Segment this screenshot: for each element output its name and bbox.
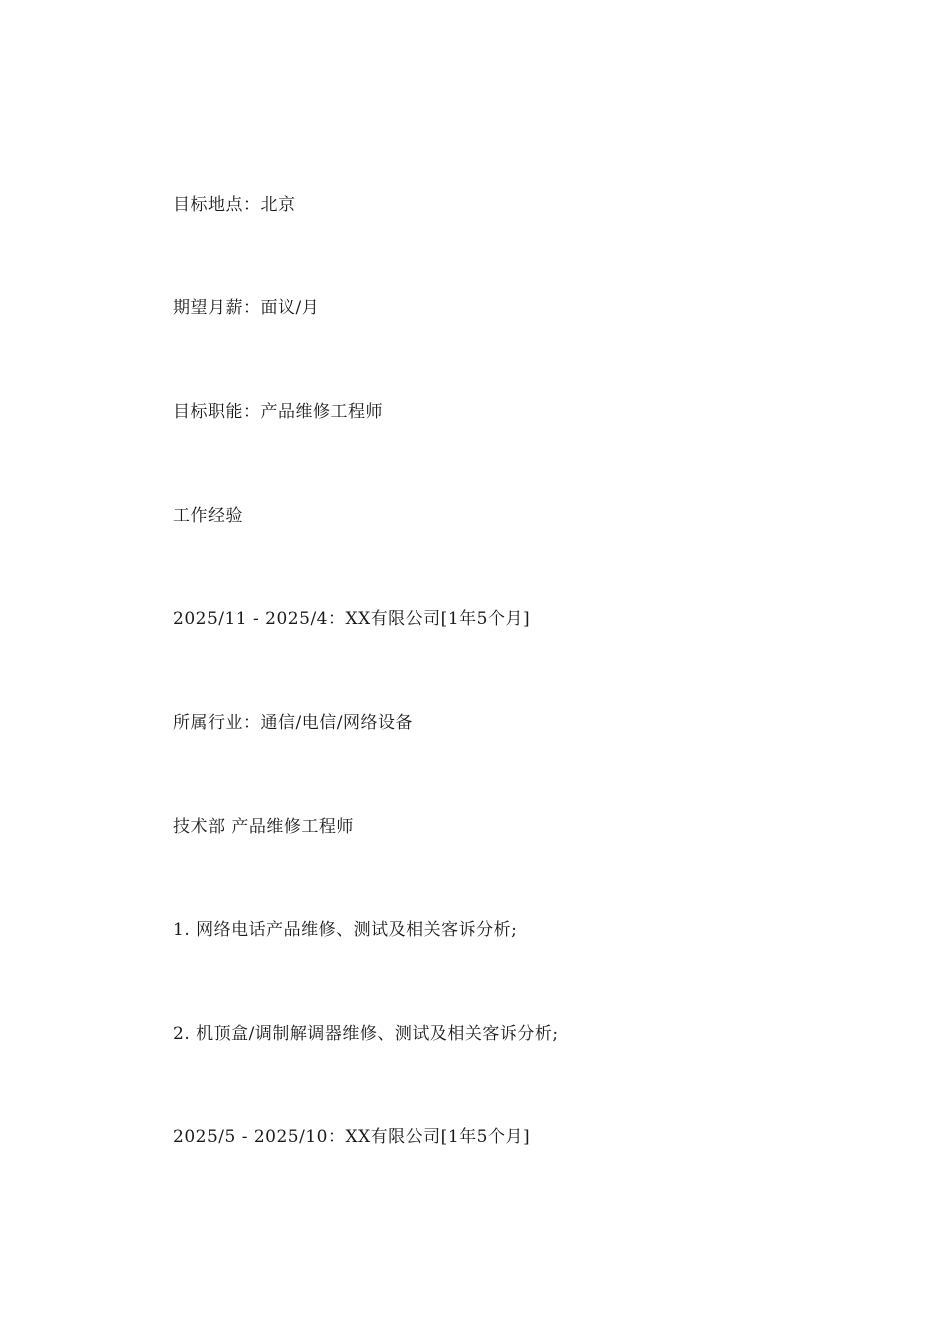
section-heading-work-experience: 工作经验	[173, 506, 243, 526]
job-department-title: 技术部 产品维修工程师	[173, 817, 354, 837]
target-location: 目标地点：北京	[173, 195, 296, 215]
job-duty-item: 2. 机顶盒/调制解调器维修、测试及相关客诉分析;	[173, 1024, 559, 1044]
job-period-company: 2025/5 - 2025/10：XX有限公司[1年5个月]	[173, 1127, 531, 1147]
target-position: 目标职能：产品维修工程师	[173, 402, 383, 422]
job-duty-item: 1. 网络电话产品维修、测试及相关客诉分析;	[173, 920, 518, 940]
expected-salary: 期望月薪：面议/月	[173, 298, 320, 318]
job-industry: 所属行业：通信/电信/网络设备	[173, 713, 413, 733]
job-period-company: 2025/11 - 2025/4：XX有限公司[1年5个月]	[173, 609, 531, 629]
